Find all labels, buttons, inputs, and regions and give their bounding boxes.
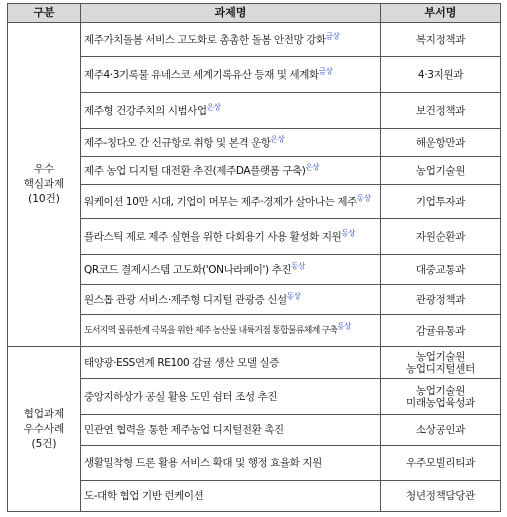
table-row (8, 129, 501, 157)
table-row (8, 23, 501, 57)
dept-cell (381, 347, 501, 379)
dept-cell (381, 285, 501, 315)
header-category: 구분 (8, 4, 81, 23)
dept-name: 농업기술원 (415, 384, 466, 397)
dept-cell (381, 219, 501, 255)
table-row (8, 347, 501, 379)
table-row (8, 255, 501, 285)
dept-name: 보건정책과 (415, 104, 466, 117)
group-label-line: 핵심과제 (23, 178, 65, 190)
dept-cell (381, 23, 501, 57)
task-title: 제주형 건강주치의 시범사업 (84, 104, 207, 117)
task-cell (81, 185, 381, 219)
awards-table (7, 3, 501, 512)
dept-cell (381, 446, 501, 481)
award-tag: 동상 (337, 321, 352, 331)
table-row (8, 379, 501, 415)
dept-cell (381, 315, 501, 347)
task-cell (81, 415, 381, 446)
award-tag: 은상 (270, 134, 285, 143)
dept-name: 미래농업육성과 (406, 396, 475, 409)
group-excellent-core (8, 23, 81, 347)
task-cell (81, 481, 381, 512)
task-title: 생활밀착형 드론 활용 서비스 확대 및 행정 효율화 지원 (84, 457, 322, 469)
task-title: 플라스틱 제로 제주 실현을 위한 다회용기 사용 활성화 지원 (84, 230, 342, 243)
table-row (8, 315, 501, 347)
task-cell (81, 129, 381, 157)
task-cell (81, 285, 381, 315)
dept-name: 농업디지털센터 (406, 362, 475, 375)
task-title: 태양광·ESS연계 RE100 감귤 생산 모델 실증 (84, 356, 280, 369)
task-cell (81, 379, 381, 415)
dept-name: 농업기술원 (415, 164, 466, 177)
task-cell (81, 157, 381, 185)
task-title: 제주4·3기록물 유네스코 세계기록유산 등재 및 세계화 (84, 68, 319, 81)
award-tag: 동상 (356, 193, 371, 202)
task-title: 제주가치돌봄 서비스 고도화로 촘촘한 돌봄 안전망 강화 (84, 33, 326, 46)
task-title: 중앙지하상가 공실 활용 도민 쉼터 조성 추진 (84, 390, 277, 403)
dept-name: 관광정책과 (415, 293, 466, 306)
task-cell (81, 347, 381, 379)
dept-name: 자원순환과 (415, 230, 466, 243)
task-title: 워케이션 10만 시대, 기업이 머무는 제주·경제가 살아나는 제주 (84, 195, 357, 208)
dept-name: 감귤유통과 (415, 324, 466, 337)
group-label-line: (5건) (31, 437, 57, 450)
task-title: 제주-칭다오 간 신규항로 취항 및 본격 운항 (84, 136, 271, 149)
header-dept: 부서명 (381, 4, 501, 23)
table-row (8, 185, 501, 219)
dept-cell (381, 415, 501, 446)
dept-cell (381, 379, 501, 415)
header-row (8, 4, 501, 23)
task-cell (81, 219, 381, 255)
dept-name: 소상공인과 (415, 424, 466, 436)
group-label-line: 우수사례 (23, 422, 65, 435)
dept-cell (381, 129, 501, 157)
task-title: 민관연 협력을 통한 제주농업 디지털전환 촉진 (84, 424, 284, 436)
table-row (8, 285, 501, 315)
dept-cell (381, 255, 501, 285)
award-tag: 동상 (291, 261, 305, 270)
dept-name: 대중교통과 (415, 263, 466, 276)
dept-name: 농업기술원 (415, 350, 466, 363)
task-cell (81, 23, 381, 57)
table-row (8, 219, 501, 255)
award-tag: 금상 (318, 66, 333, 75)
task-cell (81, 315, 381, 347)
group-label-line: 우수 (33, 163, 55, 175)
table-row (8, 415, 501, 446)
task-title: QR코드 결제시스템 고도화('ON나라페이') 추진 (84, 263, 292, 276)
dept-cell (381, 481, 501, 512)
dept-cell (381, 93, 501, 129)
group-collab-best (8, 347, 81, 512)
group-label-line: 협업과제 (23, 407, 65, 420)
dept-cell (381, 157, 501, 185)
award-tag: 은상 (305, 162, 320, 171)
dept-cell (381, 185, 501, 219)
dept-name: 기업투자과 (415, 195, 466, 208)
task-cell (81, 255, 381, 285)
award-tag: 금상 (325, 31, 340, 40)
task-cell (81, 446, 381, 481)
task-cell (81, 93, 381, 129)
dept-name: 우주모빌리티과 (406, 457, 475, 469)
dept-name: 복지정책과 (415, 33, 466, 46)
task-cell (81, 57, 381, 93)
task-title: 제주 농업 디지털 대전환 추진(제주DA플랫폼 구축) (84, 164, 306, 177)
table-row (8, 446, 501, 481)
task-title: 도-대학 협업 기반 런케이션 (84, 490, 204, 502)
award-tag: 동상 (341, 228, 356, 237)
group-label-line: (10건) (28, 193, 60, 205)
award-tag: 동상 (286, 291, 301, 300)
dept-cell (381, 57, 501, 93)
task-title: 원스톱 관광 서비스·제주형 디지털 관광증 신설 (84, 293, 287, 306)
task-title: 도서지역 물류한계 극복을 위한 제주 농산물 내륙거점 통합물류체계 구축 (84, 326, 338, 336)
table-row (8, 93, 501, 129)
dept-name: 해운항만과 (415, 136, 466, 149)
table-row (8, 57, 501, 93)
table-row (8, 157, 501, 185)
header-task: 과제명 (81, 4, 381, 23)
dept-name: 4·3지원과 (417, 68, 464, 81)
table-row (8, 481, 501, 512)
dept-name: 청년정책담당관 (406, 490, 475, 502)
award-tag: 은상 (206, 102, 221, 111)
